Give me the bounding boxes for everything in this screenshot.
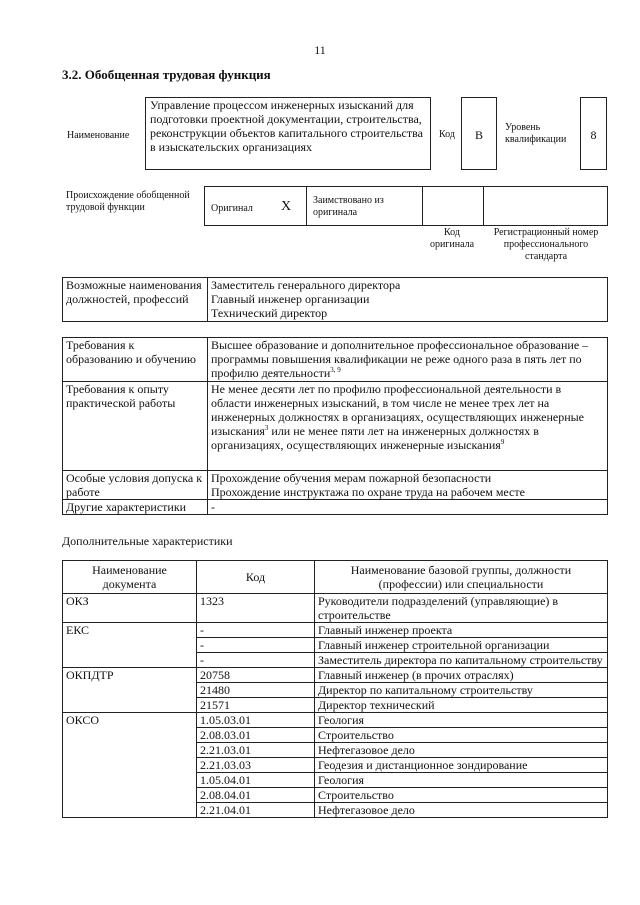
code-cell: - xyxy=(197,653,315,668)
header-doc: Наименование документа xyxy=(63,561,197,594)
header-code: Код xyxy=(197,561,315,594)
reg-number-caption: Регистрационный номер профессионального стандарта xyxy=(493,227,599,262)
table-row xyxy=(63,594,608,623)
name-cell: Геодезия и дистанционное зондирование xyxy=(315,758,608,773)
name-cell: Геология xyxy=(315,773,608,788)
name-cell: Геология xyxy=(315,713,608,728)
positions-values xyxy=(208,278,608,322)
doc-cell: ОКПДТР xyxy=(63,668,197,713)
special-item: Прохождение обучения мерам пожарной безопасности xyxy=(211,471,492,485)
name-cell: Главный инженер (в прочих отраслях) xyxy=(315,668,608,683)
name-cell: Руководители подразделений (управляющие) в строительстве xyxy=(315,594,608,623)
positions-label: Возможные наименования должностей, профессий xyxy=(63,278,208,322)
code-original-caption: Код оригинала xyxy=(429,227,475,250)
position-item: Главный инженер организации xyxy=(211,292,370,306)
code-cell: - xyxy=(197,623,315,638)
level-label: Уровень квалификации xyxy=(505,122,567,145)
original-mark: X xyxy=(281,199,292,214)
special-item: Прохождение инструктажа по охране труда на рабочем месте xyxy=(211,485,525,499)
experience-value: Не менее десяти лет по профилю профессиональной деятельности в области инженерных изысканий, в том числе не менее трех лет на инженерных должностях в организациях, осуществляющих инженерные изыскания$^3$ или не менее пяти лет на инженерных должностях в организациях, осуществляющих инженерные изыскания$^9$ xyxy=(208,382,608,471)
code-cell: 2.21.04.01 xyxy=(197,803,315,818)
borrowed-label: Заимствовано из оригинала xyxy=(313,195,384,218)
name-cell: Директор технический xyxy=(315,698,608,713)
section-title: 3.2. Обобщенная трудовая функция xyxy=(62,67,271,82)
code-cell: 21571 xyxy=(197,698,315,713)
special-label: Особые условия допуска к работе xyxy=(63,471,208,500)
name-cell: Директор по капитальному строительству xyxy=(315,683,608,698)
name-cell: Строительство xyxy=(315,788,608,803)
special-values xyxy=(208,471,608,500)
code-cell: 21480 xyxy=(197,683,315,698)
table-row xyxy=(63,668,608,683)
level-value: 8 xyxy=(580,97,607,170)
name-cell: Главный инженер строительной организации xyxy=(315,638,608,653)
doc-cell: ОКЗ xyxy=(63,594,197,623)
code-cell: 2.21.03.03 xyxy=(197,758,315,773)
header-name: Наименование базовой группы, должности (профессии) или специальности xyxy=(315,561,608,594)
table-row xyxy=(63,623,608,638)
education-value: Высшее образование и дополнительное профессиональное образование – программы повышения квалификации не реже одного раза в пять лет по профилю деятельности$^{3, 9}$ xyxy=(208,338,608,382)
code-label: Код xyxy=(439,129,455,140)
positions-table xyxy=(62,277,608,322)
doc-cell: ЕКС xyxy=(63,623,197,668)
additional-title: Дополнительные характеристики xyxy=(62,534,233,548)
education-label: Требования к образованию и обучению xyxy=(63,338,208,382)
code-value: B xyxy=(461,97,497,170)
code-cell: 2.08.03.01 xyxy=(197,728,315,743)
doc-cell: ОКСО xyxy=(63,713,197,818)
code-cell: 20758 xyxy=(197,668,315,683)
code-cell: 2.21.03.01 xyxy=(197,743,315,758)
code-cell: 2.08.04.01 xyxy=(197,788,315,803)
page-number: 11 xyxy=(314,43,326,57)
code-cell: 1.05.03.01 xyxy=(197,713,315,728)
origin-label: Происхождение обобщенной трудовой функции xyxy=(66,190,190,213)
name-cell: Заместитель директора по капитальному строительству xyxy=(315,653,608,668)
name-cell: Нефтегазовое дело xyxy=(315,743,608,758)
original-label: Оригинал xyxy=(211,203,253,214)
divider xyxy=(306,187,307,225)
function-name-box xyxy=(145,97,431,170)
function-name: Управление процессом инженерных изысканий для подготовки проектной документации, строительства, реконструкции объектов капитального строительства в изыскательских организациях xyxy=(150,98,423,154)
code-cell: - xyxy=(197,638,315,653)
name-label: Наименование xyxy=(67,130,130,141)
table-row xyxy=(63,713,608,728)
other-value: - xyxy=(208,500,608,515)
name-cell: Строительство xyxy=(315,728,608,743)
experience-label: Требования к опыту практической работы xyxy=(63,382,208,471)
code-cell: 1.05.04.01 xyxy=(197,773,315,788)
requirements-table xyxy=(62,337,608,515)
position-item: Технический директор xyxy=(211,306,328,320)
other-label: Другие характеристики xyxy=(63,500,208,515)
name-cell: Нефтегазовое дело xyxy=(315,803,608,818)
additional-table xyxy=(62,560,608,818)
code-cell: 1323 xyxy=(197,594,315,623)
position-item: Заместитель генерального директора xyxy=(211,278,401,292)
name-cell: Главный инженер проекта xyxy=(315,623,608,638)
origin-box xyxy=(204,186,608,226)
divider xyxy=(483,187,484,225)
divider xyxy=(422,187,423,225)
